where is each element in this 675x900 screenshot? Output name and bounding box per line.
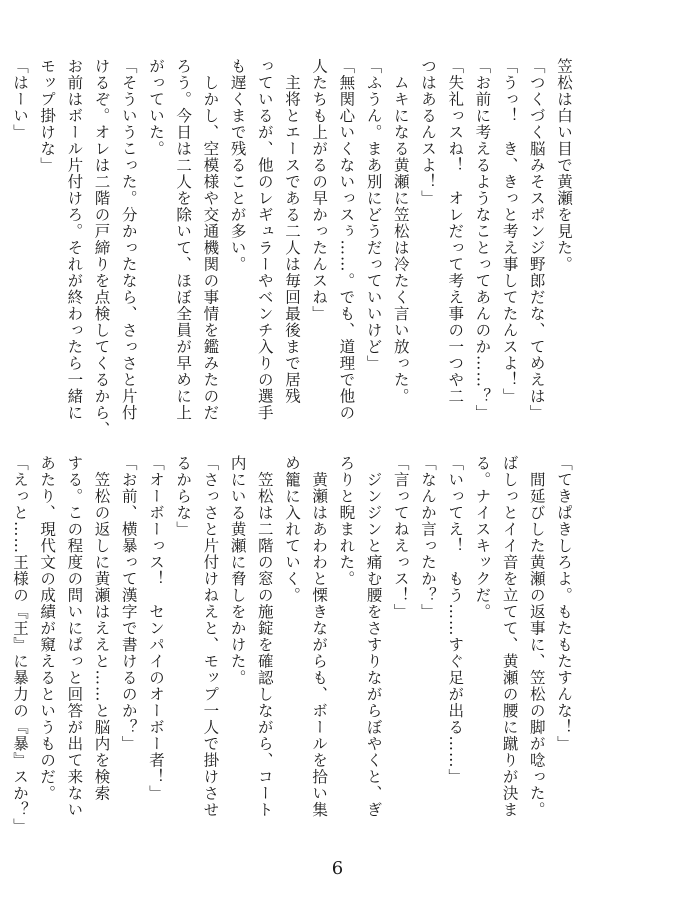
text-line: しかし、空模様や交通機関の事情を鑑みたのだ <box>201 58 220 421</box>
text-line: 間延びした黄瀬の返事に、笠松の脚が唸った。 <box>527 455 546 818</box>
text-line: 「てきぱきしろよ。もたもたすんな！」 <box>555 455 573 752</box>
text-line: 「オーボーっス！ センパイのオーボー者！」 <box>146 455 165 802</box>
text-line: 主将とエースである二人は毎回最後まで居残 <box>282 58 301 405</box>
lower-text-block <box>6 455 577 835</box>
upper-text-block <box>6 58 577 438</box>
text-line: 内にいる黄瀬に脅しをかけた。 <box>228 455 247 686</box>
text-line: 「はーい」 <box>10 58 29 141</box>
text-line: 「言ってねえっス！」 <box>391 455 410 620</box>
text-line: も遅くまで残ることが多い。 <box>228 58 247 273</box>
text-line: 「失礼っスね！ オレだって考え事の一つや二 <box>446 58 465 405</box>
text-line: する。この程度の問いにぱっと回答が出て来ない <box>65 455 84 818</box>
text-line: がっていた。 <box>146 58 165 157</box>
text-line: 「えっと……王様の『王』に暴力の『暴』スか？」 <box>10 455 29 835</box>
text-line: るからな」 <box>174 455 193 538</box>
text-line: 「うっ！ き、きっと考え事してたんスよ！」 <box>500 58 519 405</box>
text-line: ジンジンと痛む腰をさすりながらぼやくと、ぎ <box>364 455 383 818</box>
text-line: 笠松は二階の窓の施錠を確認しながら、コート <box>255 455 274 818</box>
text-line: 「さっさと片付けねえと、モップ一人で掛けさせ <box>201 455 220 818</box>
text-line: ムキになる黄瀬に笠松は冷たく言い放った。 <box>391 58 410 405</box>
text-line: 「いってえ！ もう……すぐ足が出る……」 <box>446 455 465 785</box>
text-line: ろう。今日は二人を除いて、ほぼ全員が早めに上 <box>174 58 193 421</box>
text-line: っているが、他のレギュラーやベンチ入りの選手 <box>255 58 274 421</box>
text-line: あたり、現代文の成績が窺えるというものだ。 <box>38 455 57 802</box>
text-line: 笠松の返しに黄瀬はええと……と脳内を検索 <box>92 455 111 802</box>
text-line: め籠に入れていく。 <box>282 455 301 604</box>
text-line: 「お前、横暴って漢字で書けるのか？」 <box>119 455 138 752</box>
text-line: る。ナイスキックだ。 <box>473 455 492 620</box>
page-number: 6 <box>331 858 344 879</box>
text-line: 「つくづく脳みそスポンジ野郎だな、てめえは」 <box>527 58 546 421</box>
text-line: 「なんか言ったか？」 <box>418 455 437 620</box>
text-line: ろりと睨まれた。 <box>337 455 356 587</box>
text-line: 笠松は白い目で黄瀬を見た。 <box>555 58 573 273</box>
text-line: 「無関心いくないっスぅ……。でも、道理で他の <box>337 58 356 421</box>
text-line: けるぞ。オレは二階の戸締りを点検してくるから、 <box>92 58 111 438</box>
text-line: 「そういうこった。分かったなら、さっさと片付 <box>119 58 138 421</box>
text-line: 「ふうん。まあ別にどうだっていいけど」 <box>364 58 383 372</box>
text-line: つはあるんスよ！」 <box>418 58 437 207</box>
text-line: お前はボール片付けろ。それが終わったら一緒に <box>65 58 84 421</box>
text-line: 「お前に考えるようなことってあんのか……？」 <box>473 58 492 421</box>
text-line: 人たちも上がるの早かったんスね」 <box>310 58 329 322</box>
text-line: モップ掛けな」 <box>38 58 57 174</box>
text-line: 黄瀬はあわわと慄きながらも、ボールを拾い集 <box>310 455 329 818</box>
text-line: ばしっとイイ音を立てて、黄瀬の腰に蹴りが決ま <box>500 455 519 818</box>
